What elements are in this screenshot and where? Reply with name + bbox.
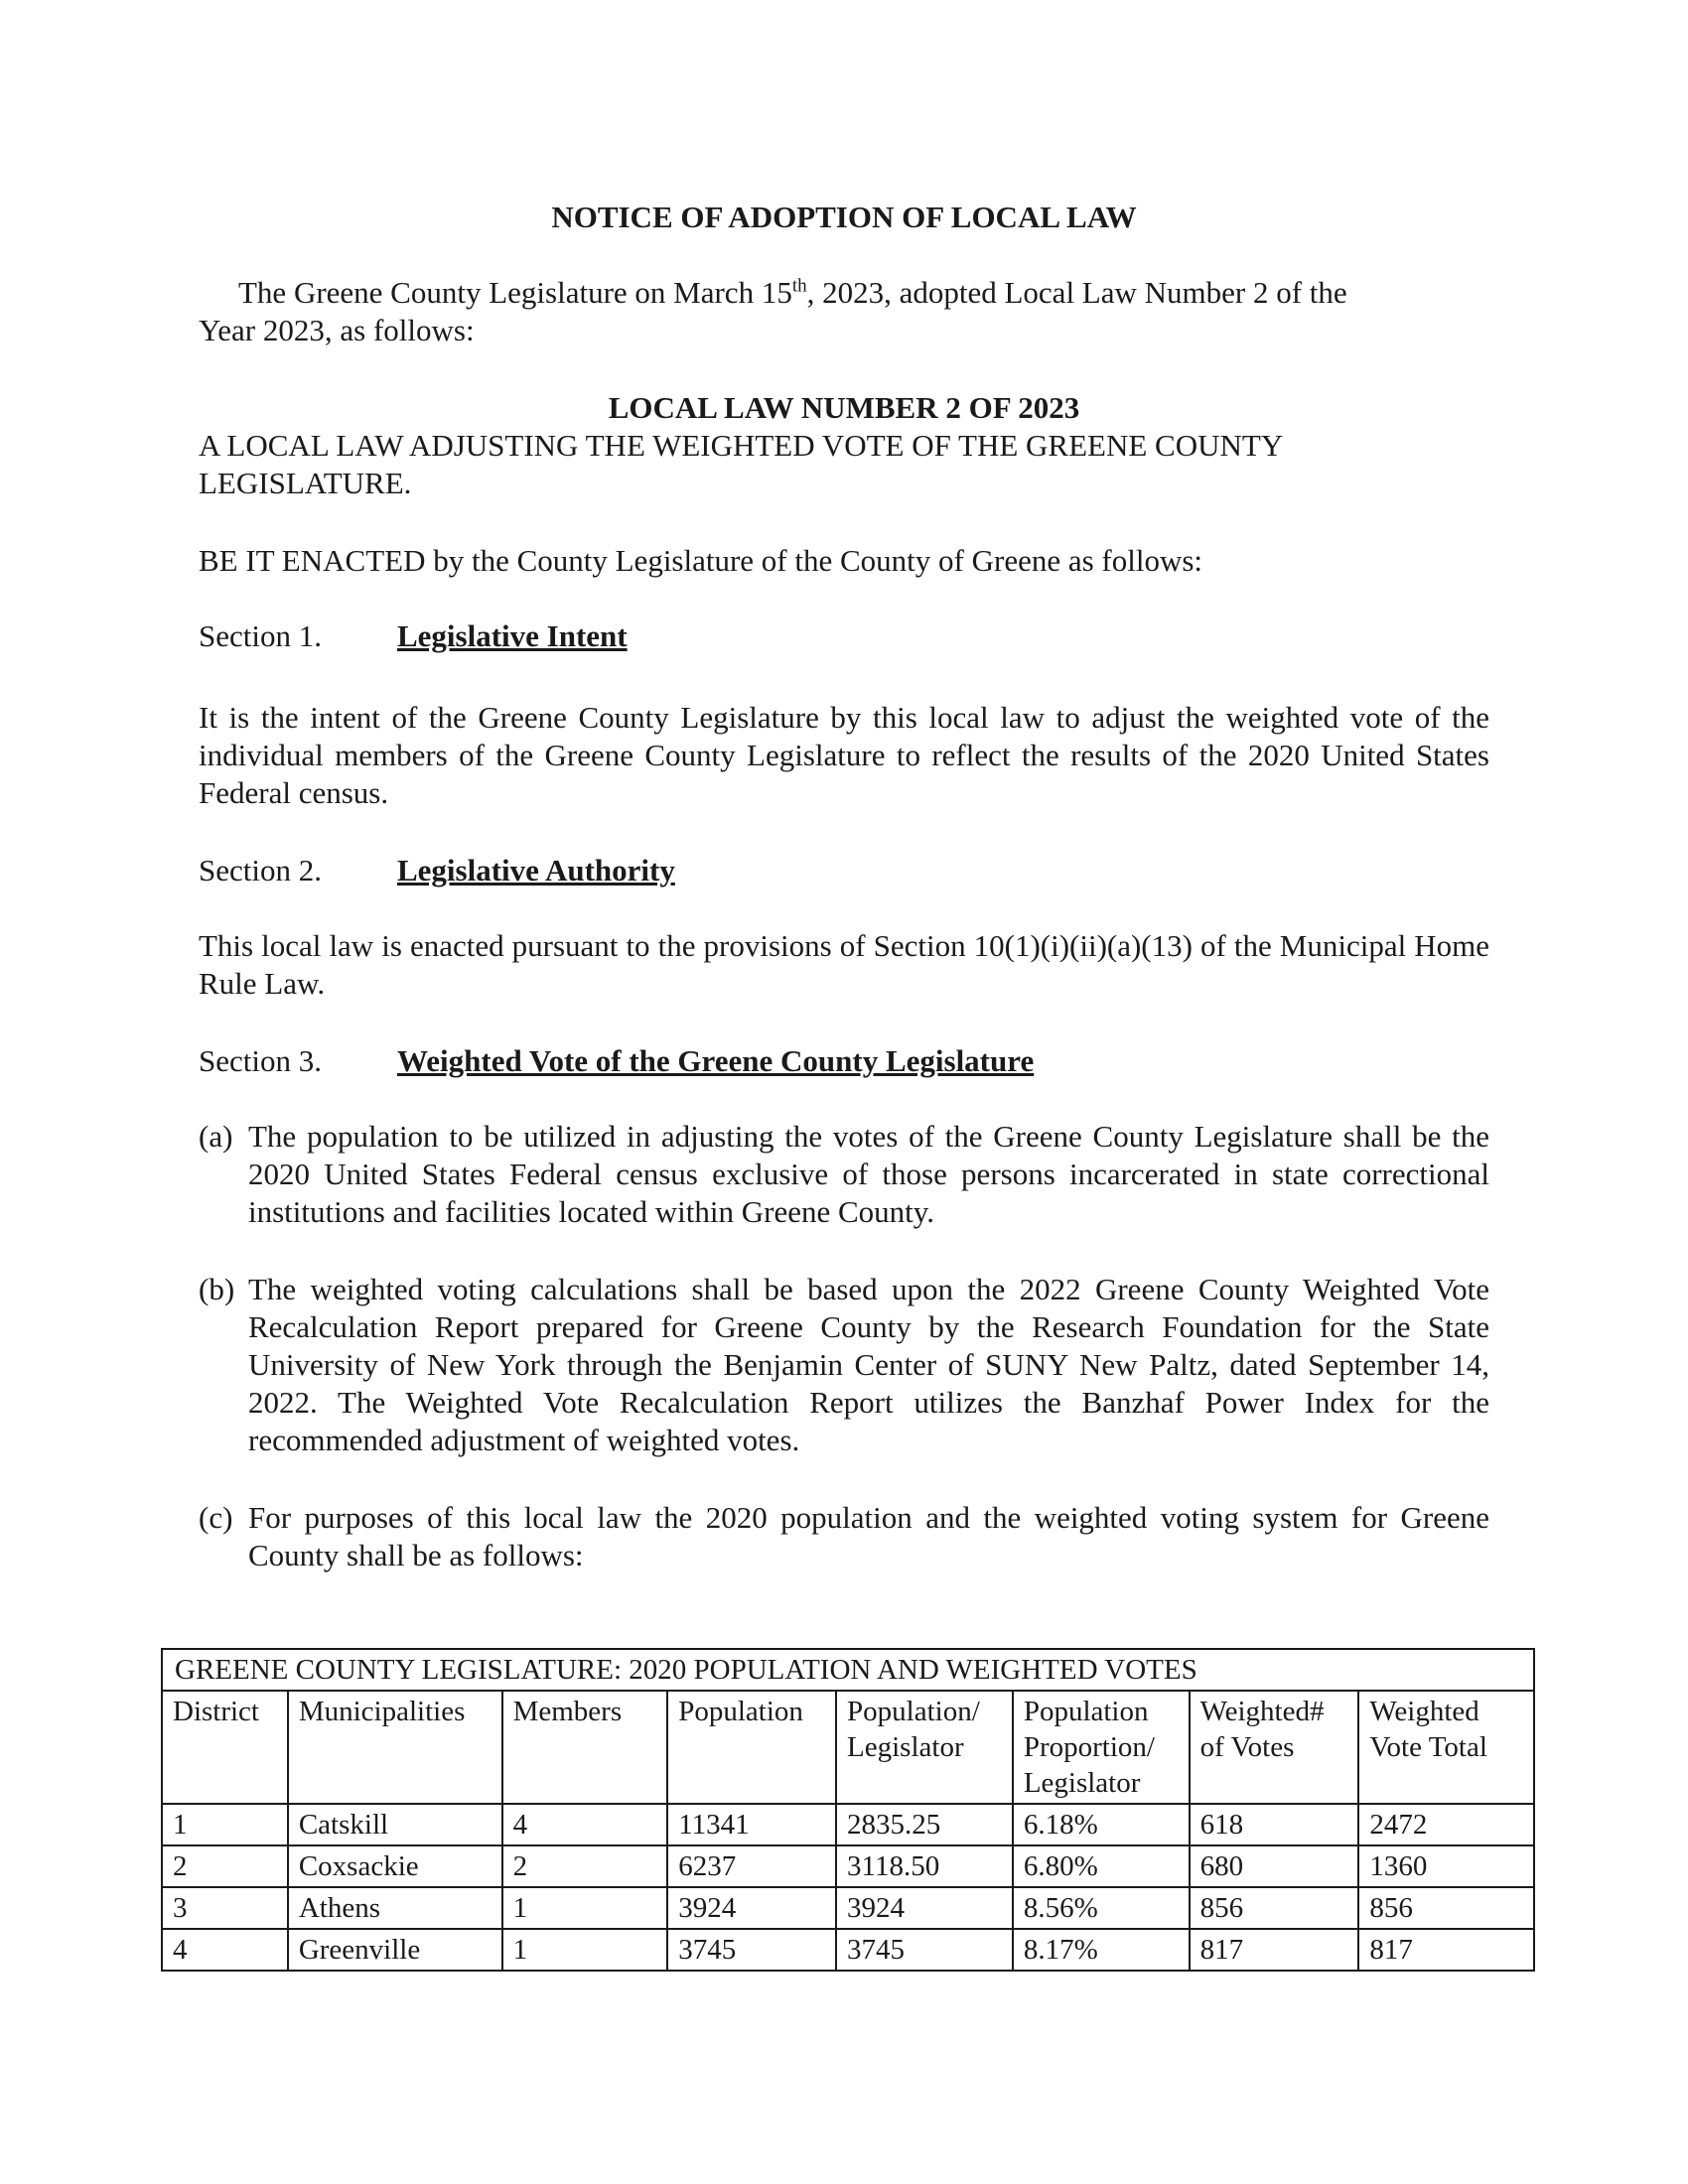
intro-line-2: Year 2023, as follows:: [199, 313, 475, 347]
ordinal-suffix: th: [791, 275, 807, 297]
cell-district: 4: [162, 1929, 288, 1971]
header-district: District: [162, 1691, 288, 1804]
section-2-heading: [199, 852, 1489, 889]
section-1-heading: [199, 617, 1489, 655]
item-a: [199, 1118, 1489, 1231]
cell-population: 6237: [667, 1845, 836, 1887]
header-weighted-vote-total: Weighted Vote Total: [1358, 1691, 1534, 1804]
cell-weighted-votes: 817: [1190, 1929, 1359, 1971]
cell-district: 3: [162, 1887, 288, 1929]
table-row: [162, 1887, 1534, 1929]
cell-population-per-legislator: 2835.25: [836, 1804, 1013, 1845]
item-marker: (a): [199, 1119, 233, 1154]
item-c: [199, 1499, 1489, 1574]
cell-population: 3745: [667, 1929, 836, 1971]
section-title: Legislative Intent: [397, 618, 628, 653]
item-b: [199, 1271, 1489, 1459]
notice-title: NOTICE OF ADOPTION OF LOCAL LAW: [551, 200, 1137, 234]
cell-vote-total: 817: [1358, 1929, 1534, 1971]
item-text: The population to be utilized in adjusting the votes of the Greene County Legislature shall be the 2020 United States Federal census exclusive of those persons incarcerated in state correctional institutions and facilities located within Greene County.: [248, 1119, 1489, 1229]
table-row: [162, 1804, 1534, 1845]
cell-weighted-votes: 618: [1190, 1804, 1359, 1845]
header-members: Members: [502, 1691, 668, 1804]
item-marker: (b): [199, 1272, 235, 1306]
table-row: [162, 1929, 1534, 1971]
cell-weighted-votes: 856: [1190, 1887, 1359, 1929]
item-marker: (c): [199, 1500, 233, 1535]
cell-municipality: Coxsackie: [288, 1845, 502, 1887]
cell-municipality: Athens: [288, 1887, 502, 1929]
header-municipalities: Municipalities: [288, 1691, 502, 1804]
cell-members: 2: [502, 1845, 668, 1887]
cell-weighted-votes: 680: [1190, 1845, 1359, 1887]
section-number: Section 3.: [199, 1043, 322, 1078]
item-text: The weighted voting calculations shall be based upon the 2022 Greene County Weighted Vote Recalculation Report prepared for Greene County by the Research Foundation for the State University of New York through the Benjamin Center of SUNY New Paltz, dated September 14, 2022. The Weighted Vote Recalculation Report utilizes the Banzhaf Power Index for the recommended adjustment of weighted votes.: [248, 1272, 1489, 1457]
cell-members: 4: [502, 1804, 668, 1845]
cell-population-per-legislator: 3745: [836, 1929, 1013, 1971]
cell-district: 1: [162, 1804, 288, 1845]
cell-vote-total: 856: [1358, 1887, 1534, 1929]
cell-population-per-legislator: 3924: [836, 1887, 1013, 1929]
law-title: LOCAL LAW NUMBER 2 OF 2023: [608, 390, 1080, 425]
table-caption-row: [162, 1649, 1534, 1691]
header-population-per-legislator: Population/ Legislator: [836, 1691, 1013, 1804]
cell-proportion: 8.56%: [1013, 1887, 1190, 1929]
cell-proportion: 8.17%: [1013, 1929, 1190, 1971]
cell-population: 3924: [667, 1887, 836, 1929]
section-3-heading: [199, 1042, 1489, 1080]
cell-members: 1: [502, 1887, 668, 1929]
enacting-clause: BE IT ENACTED by the County Legislature of the County of Greene as follows:: [199, 543, 1203, 578]
section-number: Section 2.: [199, 853, 322, 887]
table-header-row: [162, 1691, 1534, 1804]
cell-municipality: Catskill: [288, 1804, 502, 1845]
cell-proportion: 6.80%: [1013, 1845, 1190, 1887]
section-2-text: This local law is enacted pursuant to the provisions of Section 10(1)(i)(ii)(a)(13) of the Municipal Home Rule Law.: [199, 928, 1489, 1001]
law-subtitle-line-2: LEGISLATURE.: [199, 466, 412, 500]
table-row: [162, 1845, 1534, 1887]
cell-vote-total: 2472: [1358, 1804, 1534, 1845]
section-number: Section 1.: [199, 618, 322, 653]
section-1-text: It is the intent of the Greene County Legislature by this local law to adjust the weighted vote of the individual members of the Greene County Legislature to reflect the results of the 2020 United States Federal census.: [199, 700, 1489, 810]
law-subtitle-line-1: A LOCAL LAW ADJUSTING THE WEIGHTED VOTE OF THE GREENE COUNTY: [199, 428, 1284, 463]
weighted-votes-table: [161, 1648, 1535, 1972]
intro-line-1: The Greene County Legislature on March 15th, 2023, adopted Local Law Number 2 of the: [238, 275, 1347, 310]
cell-population-per-legislator: 3118.50: [836, 1845, 1013, 1887]
cell-members: 1: [502, 1929, 668, 1971]
cell-municipality: Greenville: [288, 1929, 502, 1971]
cell-district: 2: [162, 1845, 288, 1887]
cell-population: 11341: [667, 1804, 836, 1845]
header-population-proportion: Population Proportion/ Legislator: [1013, 1691, 1190, 1804]
cell-proportion: 6.18%: [1013, 1804, 1190, 1845]
section-title: Weighted Vote of the Greene County Legislature: [397, 1043, 1035, 1078]
item-text: For purposes of this local law the 2020 population and the weighted voting system for Greene County shall be as follows:: [248, 1500, 1489, 1572]
section-title: Legislative Authority: [397, 853, 675, 887]
table-caption: GREENE COUNTY LEGISLATURE: 2020 POPULATION AND WEIGHTED VOTES: [162, 1649, 1534, 1691]
header-weighted-votes: Weighted# of Votes: [1190, 1691, 1359, 1804]
cell-vote-total: 1360: [1358, 1845, 1534, 1887]
header-population: Population: [667, 1691, 836, 1804]
